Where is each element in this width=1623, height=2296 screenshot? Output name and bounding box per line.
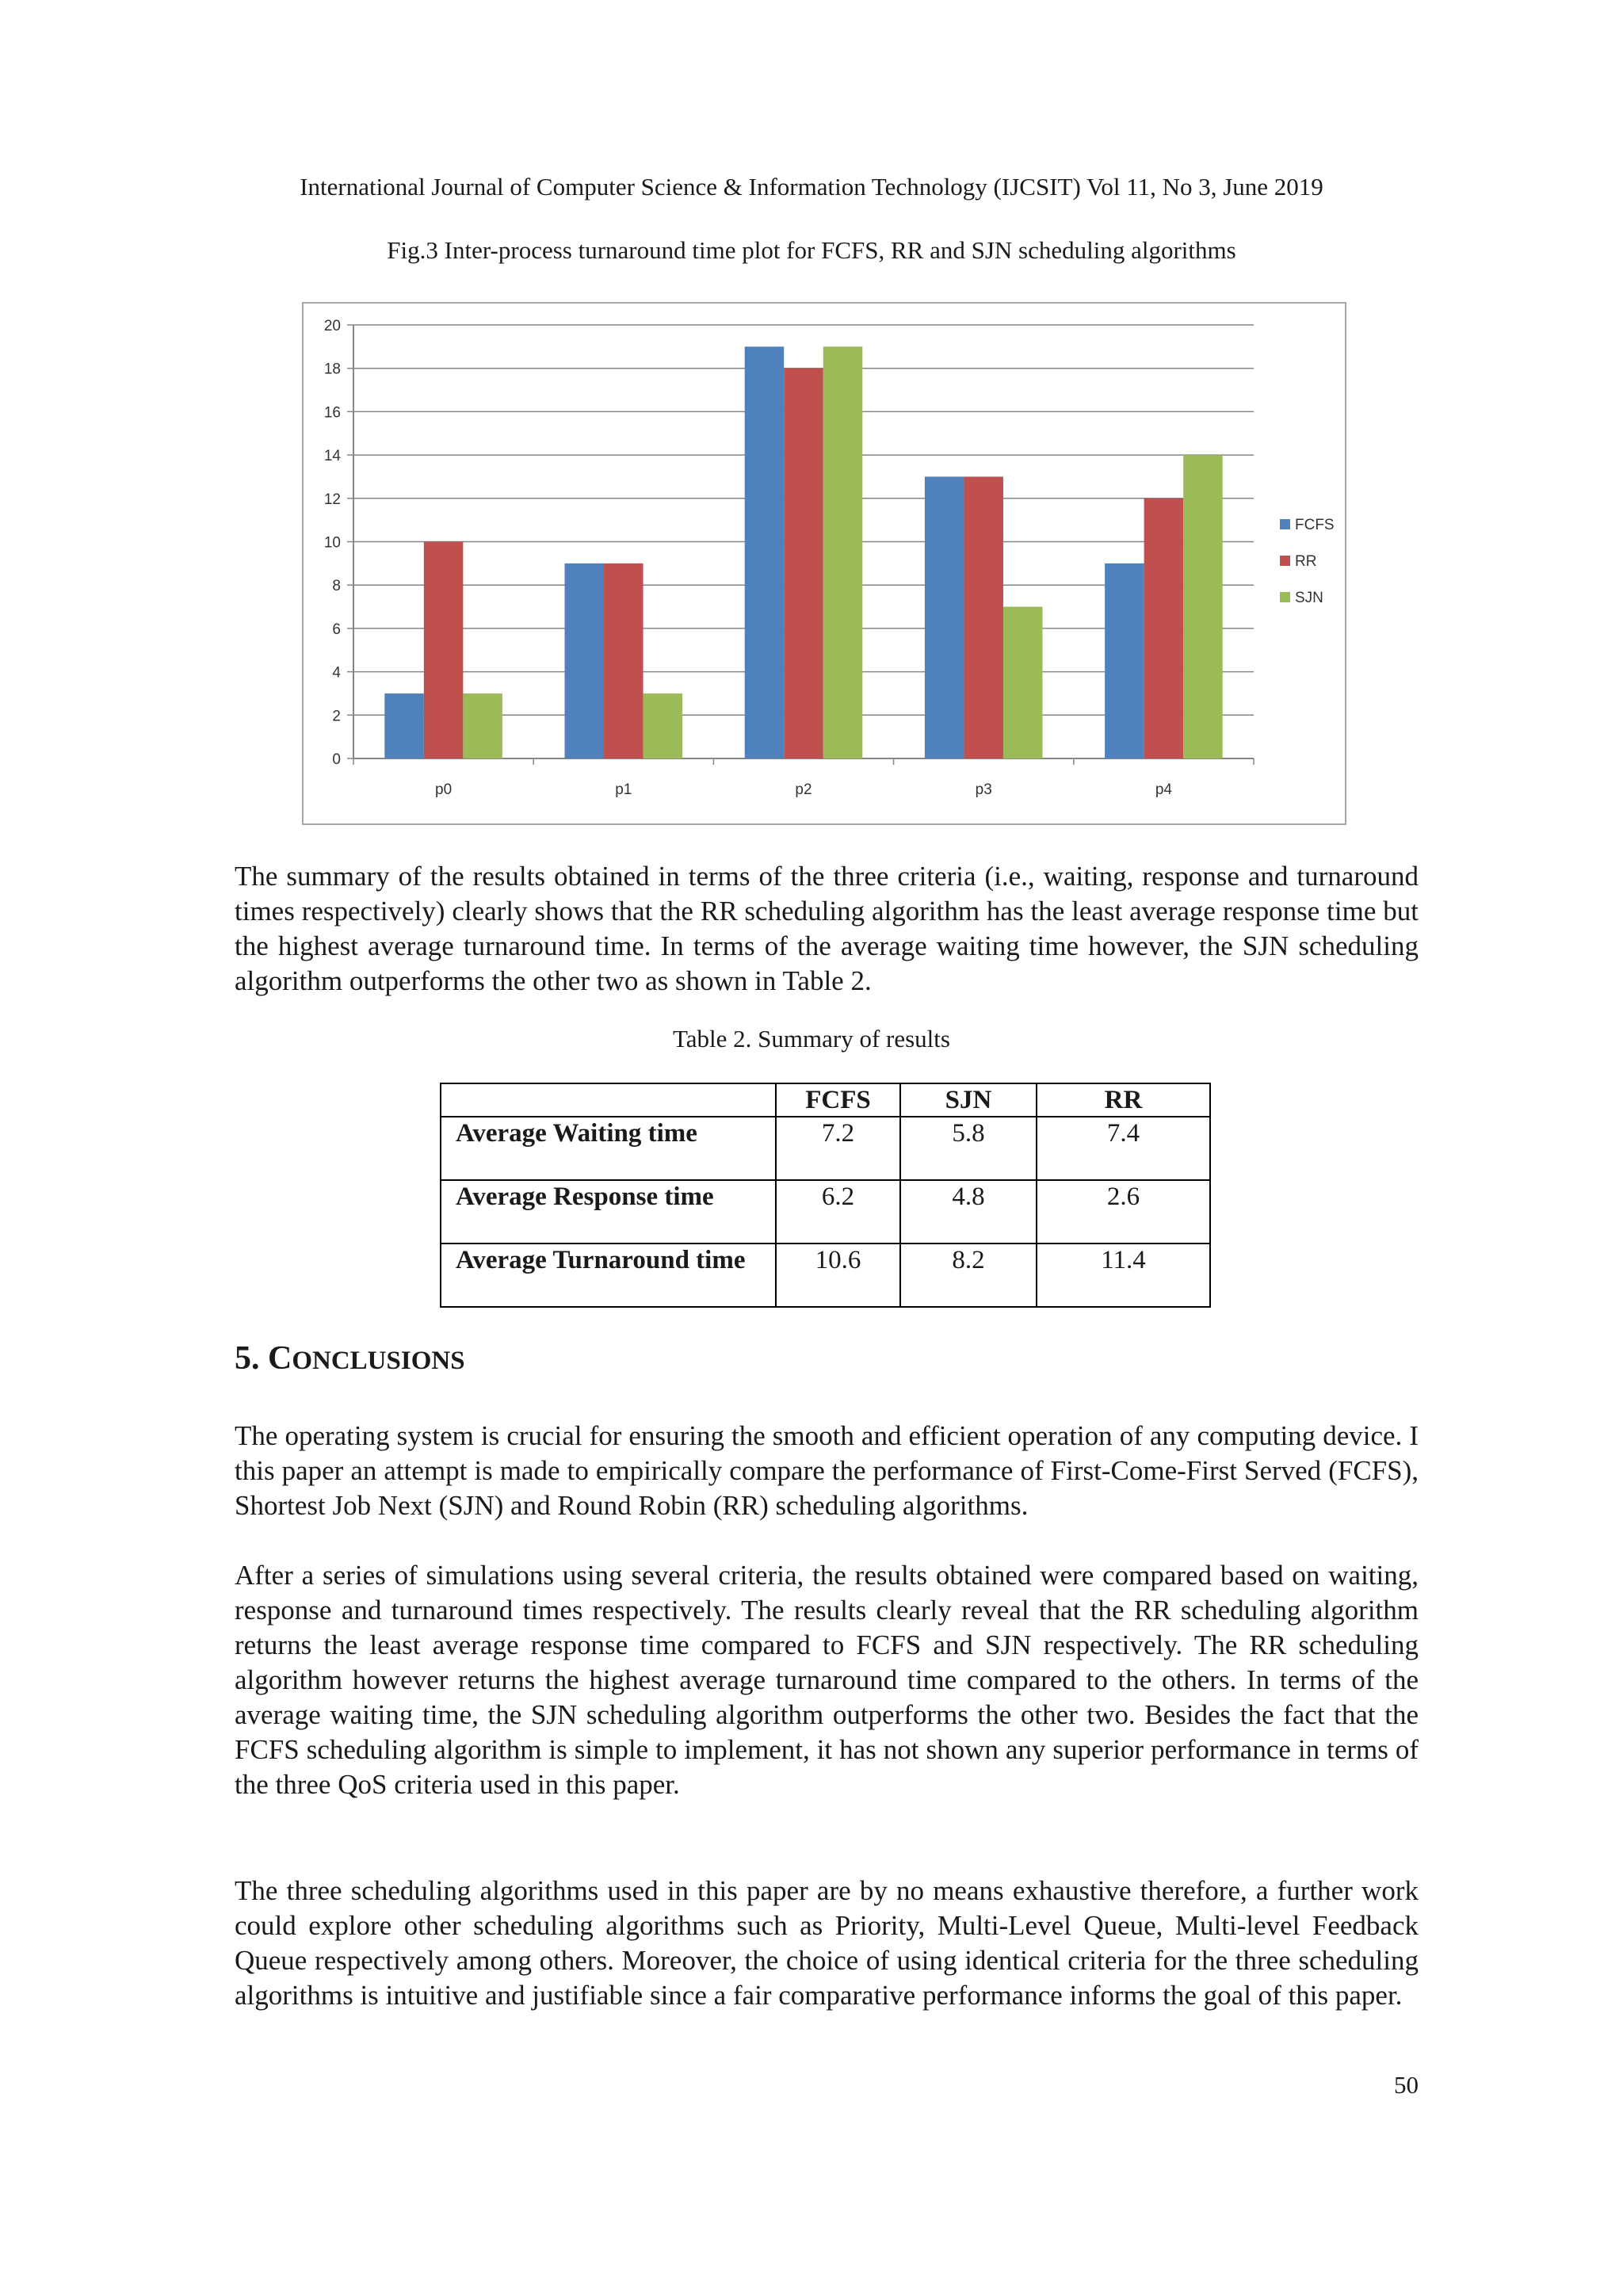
table-header-rr: RR xyxy=(1037,1083,1210,1117)
section-title-initial: C xyxy=(268,1340,292,1377)
y-tick-label: 10 xyxy=(323,534,341,552)
cell-turnaround-sjn: 8.2 xyxy=(900,1244,1037,1307)
legend-label-rr: RR xyxy=(1295,553,1317,570)
x-tick-label: p1 xyxy=(615,781,632,798)
summary-paragraph: The summary of the results obtained in terms of the three criteria (i.e., waiting, response and turnaround times respectively) clearly shows that the RR scheduling algorithm has the least average response time but the highest average turnaround time. In terms of the average waiting time however, the SJN scheduling algorithm outperforms the other two as shown in Table 2. xyxy=(235,861,1419,996)
legend-swatch-sjn xyxy=(1280,592,1290,602)
section-heading-conclusions xyxy=(235,1339,465,1377)
bar-fcfs-p2 xyxy=(745,346,785,758)
table-caption: Table 2. Summary of results xyxy=(673,1025,950,1052)
bar-fcfs-p1 xyxy=(565,563,605,758)
row-label-waiting: Average Waiting time xyxy=(441,1117,776,1180)
y-tick-label: 6 xyxy=(332,621,341,638)
bar-fcfs-p4 xyxy=(1105,563,1144,758)
y-tick-label: 8 xyxy=(332,578,341,595)
y-tick-label: 12 xyxy=(323,491,341,508)
x-tick-label: p2 xyxy=(795,781,812,798)
legend-swatch-fcfs xyxy=(1280,519,1290,529)
bar-rr-p0 xyxy=(424,542,464,759)
y-tick-label: 14 xyxy=(323,448,341,465)
figure-caption: Fig.3 Inter-process turnaround time plot for FCFS, RR and SJN scheduling algorithms xyxy=(387,236,1236,264)
chart-bars xyxy=(384,346,1222,758)
y-tick-label: 20 xyxy=(323,318,341,334)
legend-label-fcfs: FCFS xyxy=(1295,517,1335,533)
y-tick-label: 0 xyxy=(332,751,341,768)
legend-swatch-rr xyxy=(1280,556,1290,566)
chart-legend xyxy=(1280,517,1335,606)
bar-rr-p1 xyxy=(604,563,643,758)
row-label-turnaround: Average Turnaround time xyxy=(441,1244,776,1307)
bar-sjn-p4 xyxy=(1183,455,1223,758)
legend-label-sjn: SJN xyxy=(1295,590,1323,606)
y-tick-label: 2 xyxy=(332,708,341,725)
cell-response-fcfs: 6.2 xyxy=(776,1180,900,1244)
cell-turnaround-fcfs: 10.6 xyxy=(776,1244,900,1307)
conclusion-paragraph-3: The three scheduling algorithms used in this paper are by no means exhaustive therefore, a further work could explore other scheduling algorithms such as Priority, Multi-Level Queue, Multi-level Feedback Queue respectively among others. Moreover, the choice of using identical criteria for the three scheduling algorithms is intuitive and justifiable since a fair comparative performance informs the goal of this paper. xyxy=(235,1875,1419,2011)
cell-response-sjn: 4.8 xyxy=(900,1180,1037,1244)
bar-sjn-p3 xyxy=(1003,607,1043,758)
y-tick-label: 16 xyxy=(323,404,341,422)
x-tick-label: p4 xyxy=(1155,781,1172,798)
table-corner-cell xyxy=(441,1083,776,1117)
running-header: International Journal of Computer Science & Information Technology (IJCSIT) Vol 11, No 3, June 2019 xyxy=(300,173,1323,201)
conclusion-paragraph-2: After a series of simulations using several criteria, the results obtained were compared based on waiting, response and turnaround times respectively. The results clearly reveal that the RR scheduling algorithm returns the least average response time compared to FCFS and SJN respectively. The RR scheduling algorithm however returns the highest average turnaround time compared to the others. In terms of the average waiting time, the SJN scheduling algorithm outperforms the other two. Besides the fact that the FCFS scheduling algorithm is simple to implement, it has not shown any superior performance in terms of the three QoS criteria used in this paper. xyxy=(235,1560,1419,1800)
y-axis-ticks xyxy=(324,318,342,768)
y-tick-label: 18 xyxy=(323,361,341,378)
turnaround-bar-chart xyxy=(302,302,1346,825)
section-title-rest: ONCLUSIONS xyxy=(292,1347,465,1375)
bar-sjn-p0 xyxy=(463,693,502,758)
table-header-sjn: SJN xyxy=(900,1083,1037,1117)
chart-svg xyxy=(304,304,1348,827)
x-axis-ticks xyxy=(353,758,1254,798)
bar-rr-p3 xyxy=(964,476,1003,758)
section-number: 5. xyxy=(235,1340,260,1377)
page-number: 50 xyxy=(1394,2071,1419,2099)
cell-response-rr: 2.6 xyxy=(1037,1180,1210,1244)
cell-turnaround-rr: 11.4 xyxy=(1037,1244,1210,1307)
table-row xyxy=(441,1244,1210,1307)
bar-rr-p2 xyxy=(784,369,823,758)
y-tick-label: 4 xyxy=(332,664,341,682)
cell-waiting-sjn: 5.8 xyxy=(900,1117,1037,1180)
cell-waiting-rr: 7.4 xyxy=(1037,1117,1210,1180)
table-header-row xyxy=(441,1083,1210,1117)
bar-rr-p4 xyxy=(1144,499,1184,758)
conclusion-paragraph-1: The operating system is crucial for ensuring the smooth and efficient operation of any computing device. I this paper an attempt is made to empirically compare the performance of First-Come-First Served (FCFS), Shortest Job Next (SJN) and Round Robin (RR) scheduling algorithms. xyxy=(235,1420,1419,1521)
table-row xyxy=(441,1180,1210,1244)
bar-sjn-p1 xyxy=(643,693,683,758)
x-tick-label: p0 xyxy=(435,781,453,798)
bar-fcfs-p0 xyxy=(384,693,424,758)
results-table xyxy=(440,1083,1211,1308)
bar-fcfs-p3 xyxy=(925,476,964,758)
bar-sjn-p2 xyxy=(823,346,863,758)
x-tick-label: p3 xyxy=(975,781,992,798)
table-row xyxy=(441,1117,1210,1180)
cell-waiting-fcfs: 7.2 xyxy=(776,1117,900,1180)
table-header-fcfs: FCFS xyxy=(776,1083,900,1117)
row-label-response: Average Response time xyxy=(441,1180,776,1244)
